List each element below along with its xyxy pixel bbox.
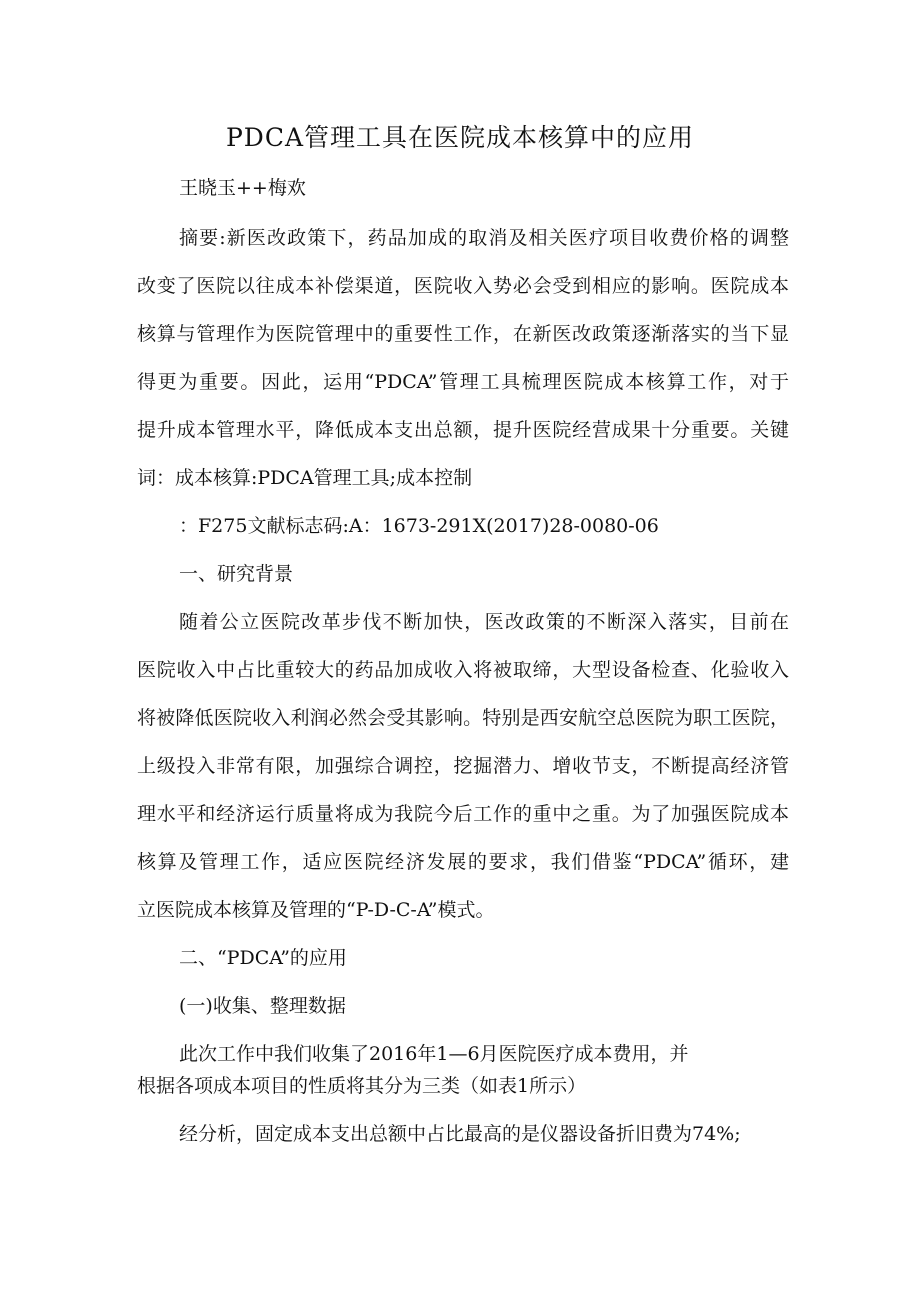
- section-heading-1: 一、研究背景: [179, 563, 294, 585]
- paragraph-2-line-1: 此次工作中我们收集了2016年1—6月医院医疗成本费用，并: [179, 1043, 689, 1065]
- paragraph-line-1: 随着公立医院改革步伐不断加快，医改政策的不断深入落实，目前在: [179, 611, 789, 633]
- section-heading-2: 二、“PDCA”的应用: [179, 947, 347, 969]
- subsection-heading-1: (一)收集、整理数据: [179, 995, 346, 1017]
- keywords-line: 词：成本核算:PDCA管理工具;成本控制: [137, 467, 473, 489]
- abstract-line-5: 提升成本管理水平，降低成本支出总额，提升医院经营成果十分重要。关键: [137, 419, 789, 441]
- author-line: 王晓玉++梅欢: [179, 177, 306, 199]
- paragraph-line-3: 将被降低医院收入利润必然会受其影响。特别是西安航空总医院为职工医院，: [137, 707, 789, 729]
- paragraph-line-6: 核算及管理工作，适应医院经济发展的要求，我们借鉴“PDCA”循环，建: [137, 851, 789, 873]
- document-title: PDCA管理工具在医院成本核算中的应用: [225, 123, 695, 152]
- abstract-line-1: 摘要:新医改政策下，药品加成的取消及相关医疗项目收费价格的调整: [179, 227, 789, 249]
- paragraph-line-5: 理水平和经济运行质量将成为我院今后工作的重中之重。为了加强医院成本: [137, 803, 789, 825]
- abstract-line-4: 得更为重要。因此，运用“PDCA”管理工具梳理医院成本核算工作，对于: [137, 371, 789, 393]
- paragraph-line-2: 医院收入中占比重较大的药品加成收入将被取缔，大型设备检查、化验收入: [137, 659, 789, 681]
- abstract-line-2: 改变了医院以往成本补偿渠道，医院收入势必会受到相应的影响。医院成本: [137, 275, 789, 297]
- classification-line: ：F275文献标志码:A：1673-291X(2017)28-0080-06: [179, 515, 659, 537]
- paragraph-2-line-2: 根据各项成本项目的性质将其分为三类（如表1所示）: [137, 1075, 587, 1097]
- paragraph-line-4: 上级投入非常有限，加强综合调控，挖掘潜力、增收节支，不断提高经济管: [137, 755, 789, 777]
- paragraph-line-7: 立医院成本核算及管理的“P-D-C-A”模式。: [137, 899, 495, 921]
- paragraph-3-line-1: 经分析，固定成本支出总额中占比最高的是仪器设备折旧费为74%;: [179, 1123, 741, 1145]
- abstract-line-3: 核算与管理作为医院管理中的重要性工作，在新医改政策逐渐落实的当下显: [137, 323, 789, 345]
